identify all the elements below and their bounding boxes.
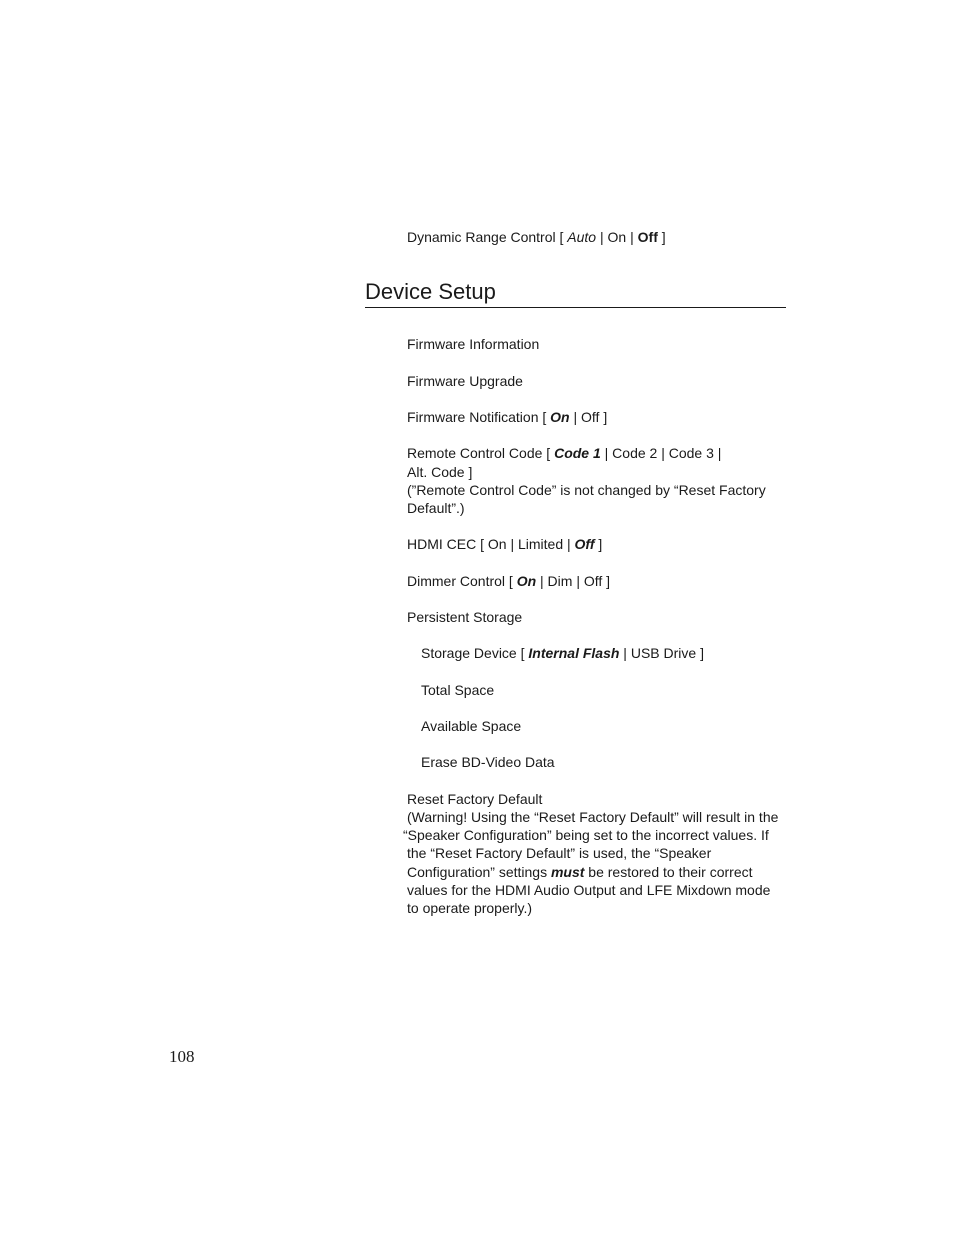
remote-control-code-label: Remote Control Code xyxy=(407,445,543,461)
firmware-upgrade-item: Firmware Upgrade xyxy=(407,373,523,389)
available-space-item: Available Space xyxy=(421,718,522,734)
reset-warning-line-6: to operate properly.) xyxy=(407,900,533,916)
firmware-notification-default: On xyxy=(550,409,570,425)
remote-control-code-note-2: Default”.) xyxy=(407,500,465,516)
page-number: 108 xyxy=(169,1047,195,1066)
drc-option-on: On xyxy=(607,229,627,245)
section-heading-device-setup: Device Setup xyxy=(365,278,786,308)
dynamic-range-control-item: Dynamic Range Control [ Auto | On | Off ] xyxy=(407,229,666,245)
firmware-information-item: Firmware Information xyxy=(407,336,540,352)
dimmer-control-label: Dimmer Control xyxy=(407,573,506,589)
drc-option-off: Off xyxy=(637,229,658,245)
storage-device-label: Storage Device xyxy=(421,645,517,661)
remote-control-code-default: Code 1 xyxy=(554,445,601,461)
reset-warning-line-4: Configuration” settings must be restored to their correct xyxy=(407,864,753,880)
remote-control-code-item: Remote Control Code [ Code 1 | Code 2 | Code 3 | xyxy=(407,445,722,461)
drc-option-auto: Auto xyxy=(567,229,597,245)
dimmer-control-default: On xyxy=(516,573,537,589)
hdmi-cec-default: Off xyxy=(574,536,595,552)
hdmi-cec-label: HDMI CEC xyxy=(407,536,477,552)
persistent-storage-item: Persistent Storage xyxy=(407,609,523,625)
firmware-notification-item: Firmware Notification [ On | Off ] xyxy=(407,409,608,425)
storage-device-default: Internal Flash xyxy=(528,645,620,661)
drc-label: Dynamic Range Control xyxy=(407,229,556,245)
reset-warning-line-5: values for the HDMI Audio Output and LFE Mixdown mode xyxy=(407,882,771,898)
hdmi-cec-item: HDMI CEC [ On | Limited | Off ] xyxy=(407,536,603,552)
reset-warning-line-3: the “Reset Factory Default” is used, the “Speaker xyxy=(407,845,712,861)
firmware-notification-label: Firmware Notification xyxy=(407,409,539,425)
total-space-item: Total Space xyxy=(421,682,495,698)
storage-device-item: Storage Device [ Internal Flash | USB Drive ] xyxy=(421,645,704,661)
remote-control-code-line2: Alt. Code ] xyxy=(407,464,473,480)
reset-warning-line-2: “Speaker Configuration” being set to the incorrect values. If xyxy=(403,827,769,843)
dimmer-control-item: Dimmer Control [ On | Dim | Off ] xyxy=(407,573,611,589)
erase-bd-video-data-item: Erase BD-Video Data xyxy=(421,754,555,770)
reset-warning-emphasis: must xyxy=(550,864,585,880)
reset-warning-line-1: (Warning! Using the “Reset Factory Default” will result in the xyxy=(407,809,779,825)
reset-factory-default-item: Reset Factory Default xyxy=(407,791,543,807)
remote-control-code-note-1: (”Remote Control Code” is not changed by “Reset Factory xyxy=(407,482,766,498)
